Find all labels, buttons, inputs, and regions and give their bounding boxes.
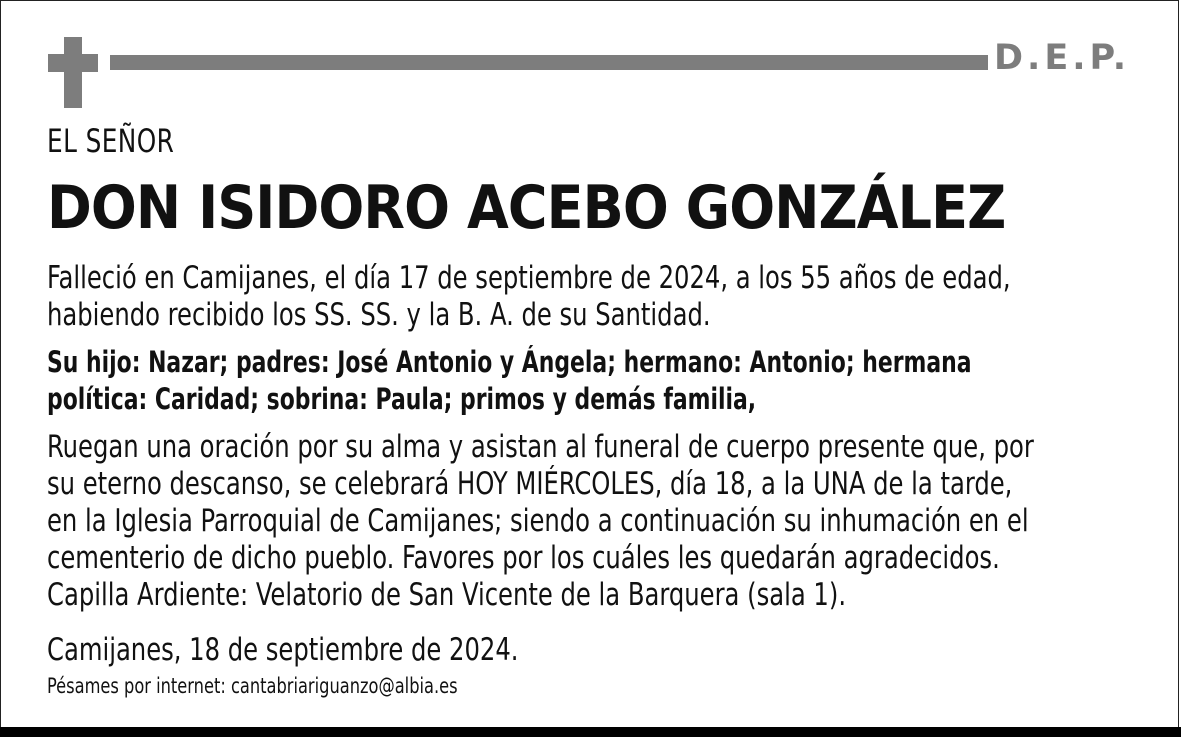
family-line: política: Caridad; sobrina: Paula; primos y demás familia, (47, 382, 757, 416)
cross-icon-arm (48, 54, 98, 72)
deceased-name: DON ISIDORO ACEBO GONZÁLEZ (47, 173, 1006, 243)
intro-title: EL SEÑOR (47, 122, 175, 160)
funeral-line: cementerio de dicho pueblo. Favores por los cuáles les quedarán agradecidos. (47, 540, 1000, 576)
cross-icon (64, 37, 82, 108)
bottom-border (0, 727, 1181, 737)
place-date: Camijanes, 18 de septiembre de 2024. (47, 632, 519, 668)
death-notice-paragraph (47, 260, 1011, 334)
dep-label: D.E.P. (994, 38, 1131, 78)
family-line: Su hijo: Nazar; padres: José Antonio y Ángela; hermano: Antonio; hermana (47, 345, 972, 379)
death-notice-line: Falleció en Camijanes, el día 17 de septiembre de 2024, a los 55 años de edad, (47, 260, 1011, 296)
family-paragraph (47, 344, 972, 418)
funeral-line: su eterno descanso, se celebrará HOY MIÉRCOLES, día 18, a la UNA de la tarde, (47, 466, 1013, 502)
funeral-paragraph (47, 429, 1034, 614)
condolences-contact: Pésames por internet: cantabriariguanzo@albia.es (47, 674, 458, 698)
funeral-line: Ruegan una oración por su alma y asistan al funeral de cuerpo presente que, por (47, 429, 1034, 465)
funeral-line: en la Iglesia Parroquial de Camijanes; siendo a continuación su inhumación en el (47, 503, 1029, 539)
funeral-line: Capilla Ardiente: Velatorio de San Vicente de la Barquera (sala 1). (47, 577, 847, 613)
header-rule (110, 55, 988, 70)
death-notice-line: habiendo recibido los SS. SS. y la B. A. de su Santidad. (47, 297, 711, 333)
